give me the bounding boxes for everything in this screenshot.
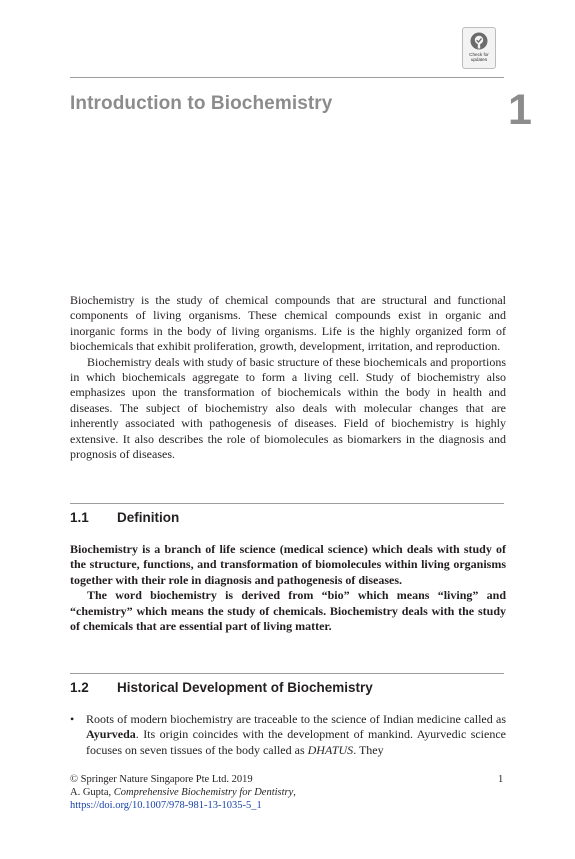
section-2-heading xyxy=(70,680,373,695)
section-2-number: 1.2 xyxy=(70,680,89,695)
check-for-updates-icon xyxy=(469,31,489,51)
copyright-line: © Springer Nature Singapore Pte Ltd. 2019 xyxy=(70,774,253,785)
citation-line: A. Gupta, Comprehensive Biochemistry for Dentistry, xyxy=(70,787,296,798)
page-footer xyxy=(70,773,506,812)
intro-paragraph-2: Biochemistry deals with study of basic structure of these biochemicals and proportions in which biochemicals aggregate to form a living cell. Study of biochemistry also emphasizes upon the transformation of biochemicals within the body in health and diseases. The subject of biochemistry also deals with molecular changes that are inherently associated with pathogenesis of diseases. Field of biochemistry is highly extensive. It also describes the role of biomolecules as biomarkers in the diagnosis and prognosis of diseases. xyxy=(70,354,506,462)
definition-paragraph-1: Biochemistry is a branch of life science (medical science) which deals with study of the structure, functions, and transformation of biomolecules within living organisms together with their role in diagnosis and pathogenesis of diseases. xyxy=(70,542,506,587)
page-number: 1 xyxy=(498,774,504,785)
check-for-updates-badge[interactable] xyxy=(462,27,496,69)
history-bullet-text: Roots of modern biochemistry are traceable to the science of Indian medicine called as Ayurveda. Its origin coincides with the development of mankind. Ayurvedic science focuses on seven tissues of the body called as DHATUS. They xyxy=(86,712,506,757)
intro-text xyxy=(70,293,506,462)
section-1-title: Definition xyxy=(117,510,180,525)
bullet-marker: • xyxy=(70,712,75,726)
check-for-updates-label: Check for updates xyxy=(469,52,489,62)
ayurveda-term: Ayurveda xyxy=(86,727,136,742)
section-1-heading xyxy=(70,510,179,525)
section-1-rule xyxy=(70,503,504,504)
definition-paragraph-2: The word biochemistry is derived from “bio” which means “living” and “chemistry” which means the study of chemicals. Biochemistry deals with the study of chemicals that are essential part of living matter. xyxy=(70,588,506,634)
section-2-title: Historical Development of Biochemistry xyxy=(117,680,373,695)
section-2-rule xyxy=(70,673,504,674)
chapter-top-rule xyxy=(70,77,504,78)
intro-paragraph-1: Biochemistry is the study of chemical compounds that are structural and functional components of living organisms. These chemical compounds exist in organic and inorganic forms in the body of living organisms. Life is the highly organized form of biochemicals that exhibit proliferation, growth, development, irritation, and reproduction. xyxy=(70,293,506,354)
section-1-number: 1.1 xyxy=(70,510,89,525)
history-bullet-item xyxy=(70,712,506,758)
doi-link[interactable]: https://doi.org/10.1007/978-981-13-1035-5_1 xyxy=(70,800,262,811)
definition-text xyxy=(70,542,506,634)
chapter-number: 1 xyxy=(508,86,532,134)
dhatus-term: DHATUS xyxy=(307,742,354,757)
chapter-title: Introduction to Biochemistry xyxy=(70,93,333,114)
book-title: Comprehensive Biochemistry for Dentistry xyxy=(113,787,294,798)
